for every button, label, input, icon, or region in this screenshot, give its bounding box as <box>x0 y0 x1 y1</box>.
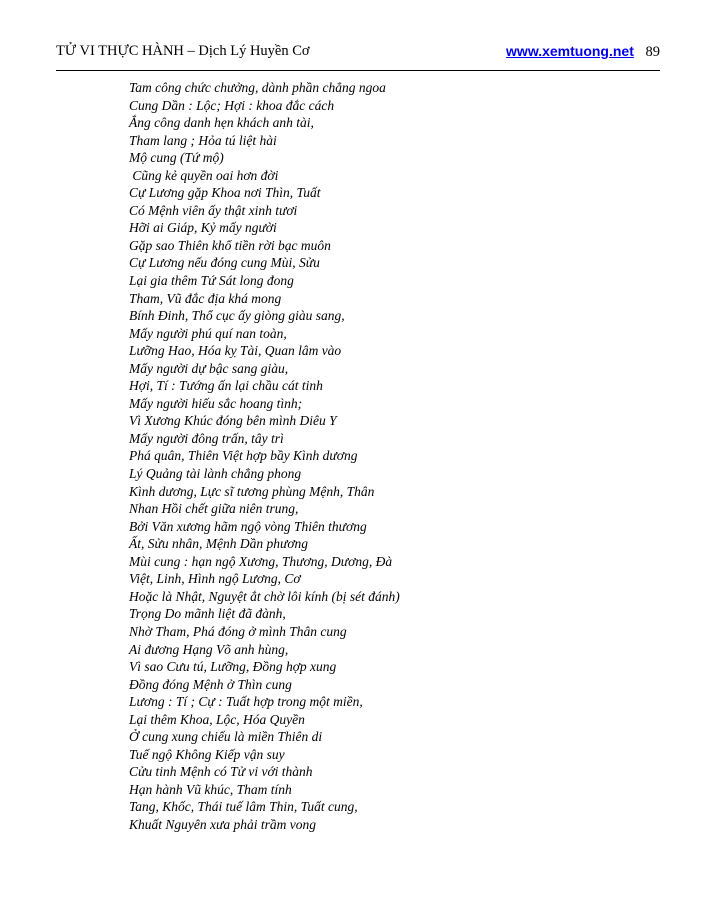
poem-line: Hợi, Tí : Tướng ấn lại chầu cát tinh <box>129 378 323 394</box>
poem-line: Mấy người đông trấn, tây trì <box>129 430 284 446</box>
poem-line: Nhờ Tham, Phá đóng ở mình Thân cung <box>129 623 347 639</box>
poem-line: Lý Quảng tài lành chẳng phong <box>129 466 302 482</box>
poem-line: Hỡi ai Giáp, Kỷ mấy người <box>129 220 277 236</box>
poem-line: Vì Xương Khúc đóng bên mình Diêu Y <box>129 413 337 429</box>
poem-line: Đồng đóng Mệnh ở Thìn cung <box>129 676 292 692</box>
poem-line: Bính Đinh, Thổ cục ấy giòng giàu sang, <box>129 308 345 324</box>
page-number: 89 <box>645 44 660 60</box>
poem-line: Lại gia thêm Tứ Sát long đong <box>129 273 294 289</box>
poem-line: Ất, Sửu nhân, Mệnh Dần phương <box>129 536 309 552</box>
poem-line: Mấy người hiếu sắc hoang tình; <box>129 395 303 411</box>
poem-line: Tuế ngộ Không Kiếp vận suy <box>129 746 285 762</box>
poem-line: Phá quân, Thiên Việt hợp bầy Kình dương <box>129 448 358 464</box>
poem-line: Việt, Linh, Hình ngộ Lương, Cơ <box>129 571 301 587</box>
poem-body <box>129 79 669 834</box>
poem-line: Tham, Vũ đắc địa khá mong <box>129 290 282 306</box>
poem-line: Lưỡng Hao, Hóa kỵ Tài, Quan lâm vào <box>129 343 342 359</box>
poem-line: Mấy người phú quí nan toàn, <box>129 325 287 341</box>
poem-line: Gặp sao Thiên khổ tiền rời bạc muôn <box>129 237 331 253</box>
poem-line: Hoặc là Nhật, Nguyệt ắt chờ lôi kính (bị sét đánh) <box>129 588 400 604</box>
page-header <box>56 43 660 63</box>
poem-line: Khuất Nguyên xưa phải trầm vong <box>129 816 316 832</box>
poem-line: Trọng Do mãnh liệt đã đành, <box>129 606 286 622</box>
poem-line: Mấy người dự bậc sang giàu, <box>129 360 289 376</box>
poem-line: Tham lang ; Hỏa tú liệt hài <box>129 132 277 148</box>
poem-line: Có Mệnh viên ấy thật xinh tươi <box>129 202 298 218</box>
poem-line: Cửu tinh Mệnh có Tử vi với thành <box>129 764 313 780</box>
poem-line: Mùi cung : hạn ngộ Xương, Thương, Dương, Đà <box>129 553 393 569</box>
poem-line: Bởi Văn xương hãm ngộ vòng Thiên thương <box>129 518 367 534</box>
website-link[interactable]: www.xemtuong.net <box>506 43 634 59</box>
poem-line: Mộ cung (Tứ mộ) <box>129 150 224 166</box>
poem-line: Nhan Hồi chết giữa niên trung, <box>129 501 299 517</box>
poem-line: Vì sao Cưu tú, Lưỡng, Đồng hợp xung <box>129 659 337 675</box>
poem-line: Hạn hành Vũ khúc, Tham tính <box>129 781 292 797</box>
running-title: TỬ VI THỰC HÀNH – Dịch Lý Huyền Cơ <box>56 43 310 59</box>
poem-line: Kình dương, Lực sĩ tương phùng Mệnh, Thân <box>129 483 375 499</box>
poem-line: Cũng kẻ quyền oai hơn đời <box>129 167 279 183</box>
poem-line: Ở cung xung chiếu là miền Thiên di <box>129 729 323 745</box>
header-divider <box>56 70 660 71</box>
poem-line: Lại thêm Khoa, Lộc, Hóa Quyền <box>129 711 305 727</box>
poem-line: Tam công chức chưởng, dành phần chẳng ngoa <box>129 80 386 95</box>
poem-line: Ai đương Hạng Võ anh hùng, <box>129 641 289 657</box>
header-right <box>506 43 660 61</box>
poem-line: Ắng công danh hẹn khách anh tài, <box>129 115 314 131</box>
poem-line: Cự Lương gặp Khoa nơi Thìn, Tuất <box>129 185 321 201</box>
poem-line: Cự Lương nếu đóng cung Mùi, Sửu <box>129 255 320 271</box>
poem-line: Lương : Tí ; Cự : Tuất hợp trong một miền, <box>129 694 363 710</box>
poem-line: Tang, Khốc, Thái tuế lâm Thin, Tuất cung, <box>129 799 358 815</box>
poem-line: Cung Dần : Lộc; Hợi : khoa đắc cách <box>129 97 335 113</box>
